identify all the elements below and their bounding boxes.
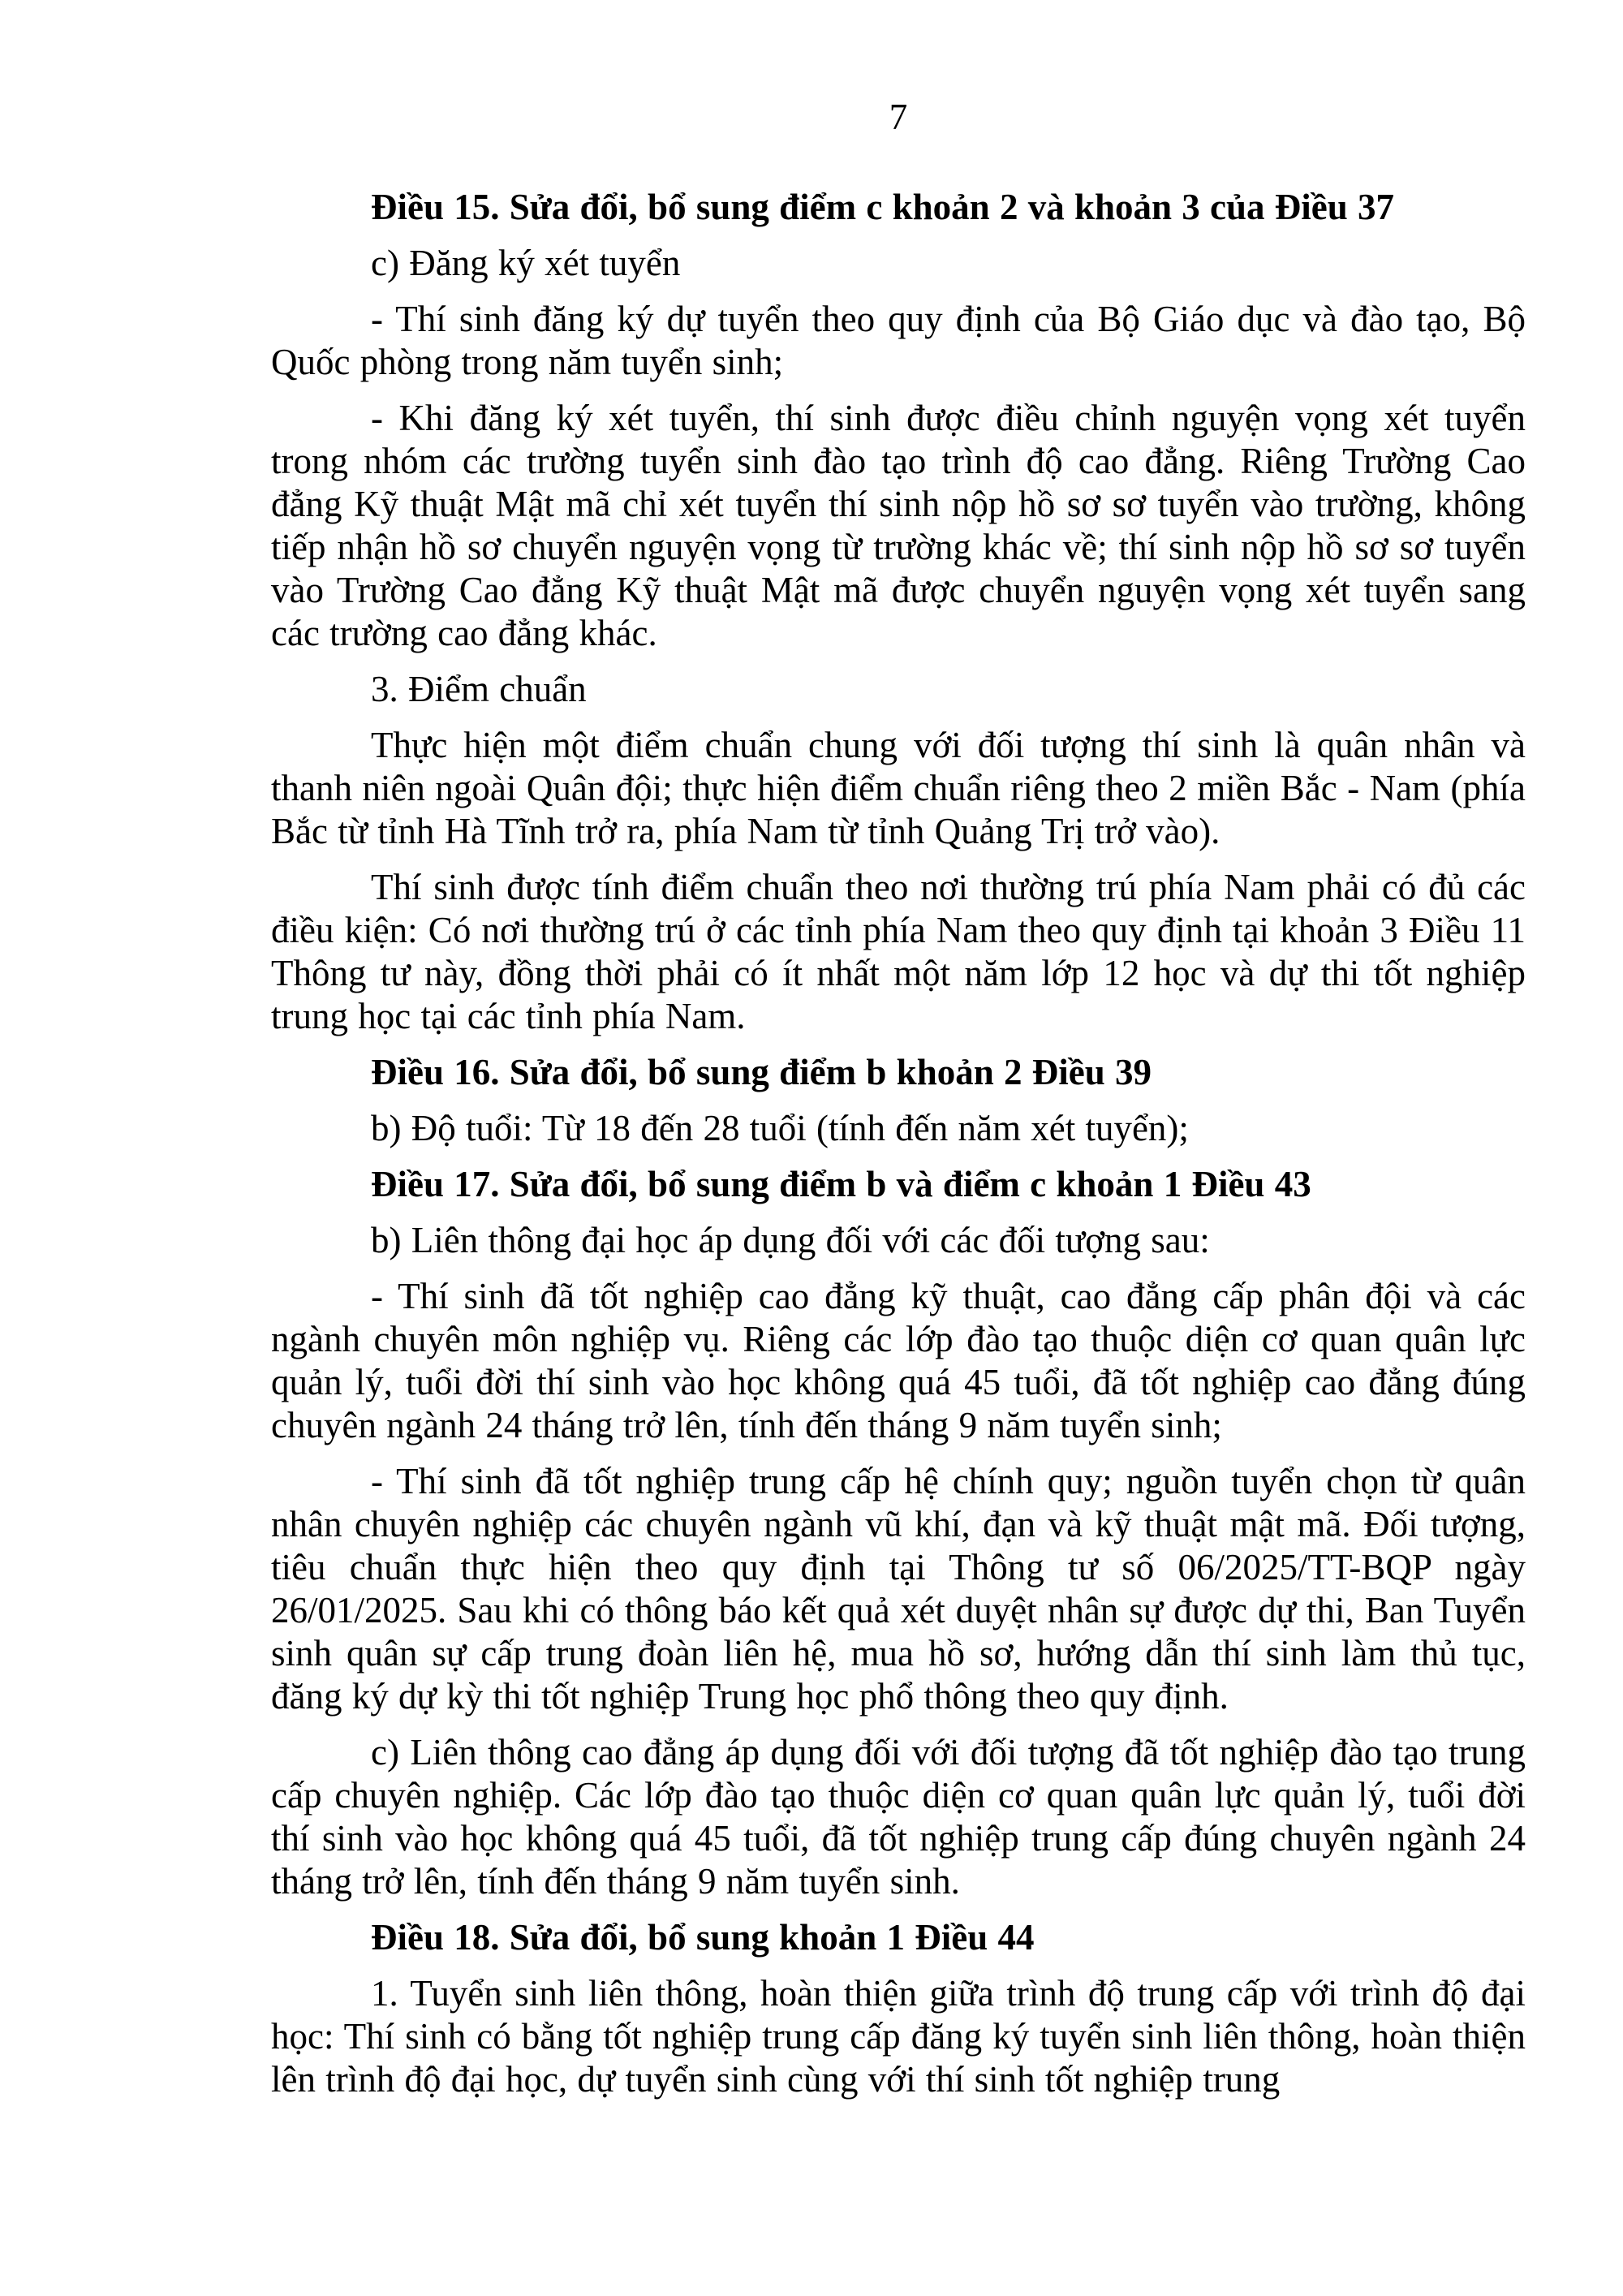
paragraph: Thí sinh được tính điểm chuẩn theo nơi thường trú phía Nam phải có đủ các điều kiện: Có nơi thường trú ở các tỉnh phía Nam theo quy định tại khoản 3 Điều 11 Thông tư này, đồng thời phải có ít nhất một năm lớp 12 học và dự thi tốt nghiệp trung học tại các tỉnh phía Nam. xyxy=(271,867,1526,1036)
paragraph: c) Đăng ký xét tuyển xyxy=(371,243,681,283)
paragraph: 1. Tuyển sinh liên thông, hoàn thiện giữa trình độ trung cấp với trình độ đại học: Thí sinh có bằng tốt nghiệp trung cấp đăng ký tuyển sinh liên thông, hoàn thiện lên trình độ đại học, dự tuyển sinh cùng với thí sinh tốt nghiệp trung xyxy=(271,1973,1526,2100)
text-blocks xyxy=(271,186,1526,2101)
paragraph: b) Liên thông đại học áp dụng đối với các đối tượng sau: xyxy=(371,1220,1210,1260)
article-heading: Điều 16. Sửa đổi, bổ sung điểm b khoản 2 Điều 39 xyxy=(371,1052,1152,1092)
paragraph: 3. Điểm chuẩn xyxy=(371,669,587,709)
paragraph: - Thí sinh đã tốt nghiệp cao đẳng kỹ thuật, cao đẳng cấp phân đội và các ngành chuyên môn nghiệp vụ. Riêng các lớp đào tạo thuộc diện cơ quan quân lực quản lý, tuổi đời thí sinh vào học không quá 45 tuổi, đã tốt nghiệp cao đẳng đúng chuyên ngành 24 tháng trở lên, tính đến tháng 9 năm tuyển sinh; xyxy=(271,1276,1526,1445)
page-number: 7 xyxy=(889,97,908,137)
article-heading: Điều 15. Sửa đổi, bổ sung điểm c khoản 2 và khoản 3 của Điều 37 xyxy=(371,187,1395,227)
paragraph: b) Độ tuổi: Từ 18 đến 28 tuổi (tính đến năm xét tuyển); xyxy=(371,1108,1189,1148)
paragraph: c) Liên thông cao đẳng áp dụng đối với đối tượng đã tốt nghiệp đào tạo trung cấp chuyên nghiệp. Các lớp đào tạo thuộc diện cơ quan quân lực quản lý, tuổi đời thí sinh vào học không quá 45 tuổi, đã tốt nghiệp trung cấp đúng chuyên ngành 24 tháng trở lên, tính đến tháng 9 năm tuyển sinh. xyxy=(271,1732,1526,1902)
article-heading: Điều 18. Sửa đổi, bổ sung khoản 1 Điều 44 xyxy=(371,1917,1035,1958)
paragraph: - Thí sinh đăng ký dự tuyển theo quy định của Bộ Giáo dục và đào tạo, Bộ Quốc phòng trong năm tuyển sinh; xyxy=(271,299,1526,382)
paragraph: - Khi đăng ký xét tuyển, thí sinh được điều chỉnh nguyện vọng xét tuyển trong nhóm các trường tuyển sinh đào tạo trình độ cao đẳng. Riêng Trường Cao đẳng Kỹ thuật Mật mã chỉ xét tuyển thí sinh nộp hồ sơ sơ tuyển vào trường, không tiếp nhận hồ sơ chuyển nguyện vọng từ trường khác về; thí sinh nộp hồ sơ sơ tuyển vào Trường Cao đẳng Kỹ thuật Mật mã được chuyển nguyện vọng xét tuyển sang các trường cao đẳng khác. xyxy=(271,398,1526,653)
paragraph: Thực hiện một điểm chuẩn chung với đối tượng thí sinh là quân nhân và thanh niên ngoài Quân đội; thực hiện điểm chuẩn riêng theo 2 miền Bắc - Nam (phía Bắc từ tỉnh Hà Tĩnh trở ra, phía Nam từ tỉnh Quảng Trị trở vào). xyxy=(271,725,1526,851)
article-heading: Điều 17. Sửa đổi, bổ sung điểm b và điểm c khoản 1 Điều 43 xyxy=(371,1164,1311,1204)
paragraph: - Thí sinh đã tốt nghiệp trung cấp hệ chính quy; nguồn tuyển chọn từ quân nhân chuyên nghiệp các chuyên ngành vũ khí, đạn và kỹ thuật mật mã. Đối tượng, tiêu chuẩn thực hiện theo quy định tại Thông tư số 06/2025/TT-BQP ngày 26/01/2025. Sau khi có thông báo kết quả xét duyệt nhân sự được dự thi, Ban Tuyển sinh quân sự cấp trung đoàn liên hệ, mua hồ sơ, hướng dẫn thí sinh làm thủ tục, đăng ký dự kỳ thi tốt nghiệp Trung học phổ thông theo quy định. xyxy=(271,1461,1526,1717)
